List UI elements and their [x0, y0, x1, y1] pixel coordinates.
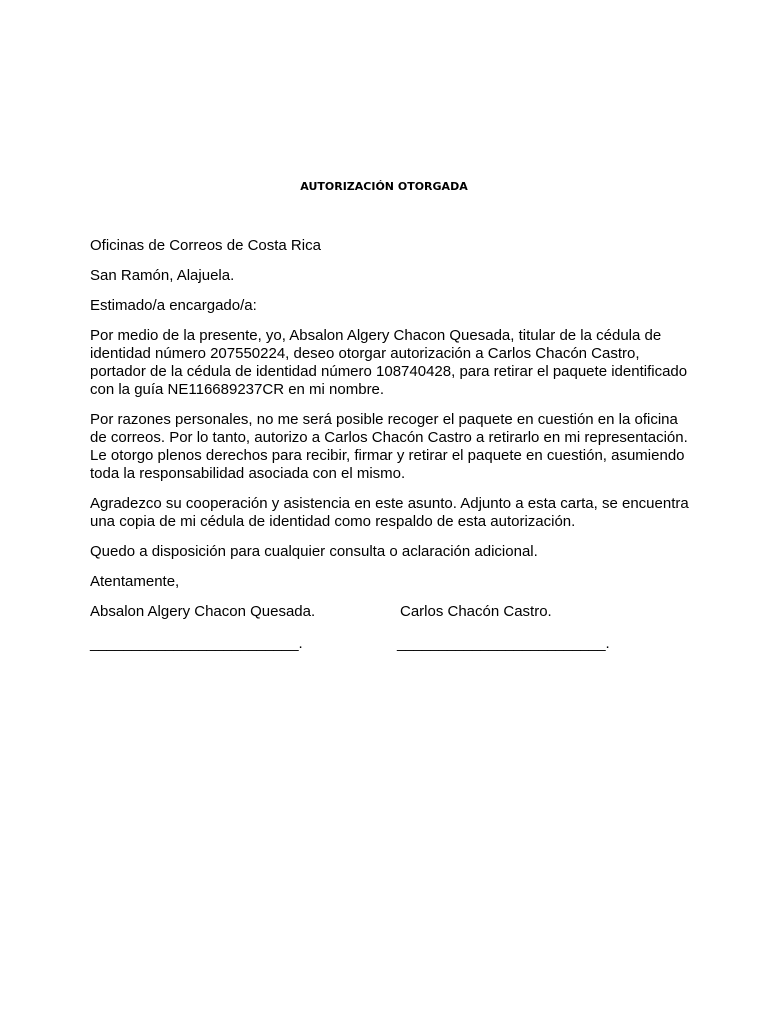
- signer-right-name: Carlos Chacón Castro.: [400, 603, 552, 620]
- signature-lines-row: [90, 635, 690, 653]
- signature-line-right: _________________________.: [397, 635, 610, 652]
- signer-left-name: Absalon Algery Chacon Quesada.: [90, 603, 316, 620]
- salutation: Estimado/a encargado/a:: [90, 297, 257, 314]
- recipient-line-2: San Ramón, Alajuela.: [90, 267, 235, 284]
- signer-names-row: [90, 603, 690, 621]
- paragraph-authorization: Por medio de la presente, yo, Absalon Algery Chacon Quesada, titular de la cédula de identidad número 207550224, deseo otorgar autorización a Carlos Chacón Castro, portador de la cédula de identidad número 108740428, para retirar el paquete identificado con la guía NE116689237CR en mi nombre.: [90, 327, 688, 398]
- recipient-line-1: Oficinas de Correos de Costa Rica: [90, 237, 321, 254]
- signature-line-left: _________________________.: [90, 635, 303, 652]
- paragraph-reasons: Por razones personales, no me será posible recoger el paquete en cuestión en la oficina de correos. Por lo tanto, autorizo a Carlos Chacón Castro a retirarlo en mi representación. Le otorgo plenos derechos para recibir, firmar y retirar el paquete en cuestión, asumiendo toda la responsabilidad asociada con el mismo.: [90, 411, 688, 482]
- document-title: AUTORIZACIÓN OTORGADA: [300, 180, 468, 193]
- paragraph-availability: Quedo a disposición para cualquier consulta o aclaración adicional.: [90, 543, 538, 560]
- letter-body: [90, 237, 690, 653]
- paragraph-thanks: Agradezco su cooperación y asistencia en este asunto. Adjunto a esta carta, se encuentra una copia de mi cédula de identidad como respaldo de esta autorización.: [90, 495, 689, 530]
- closing: Atentamente,: [90, 573, 180, 590]
